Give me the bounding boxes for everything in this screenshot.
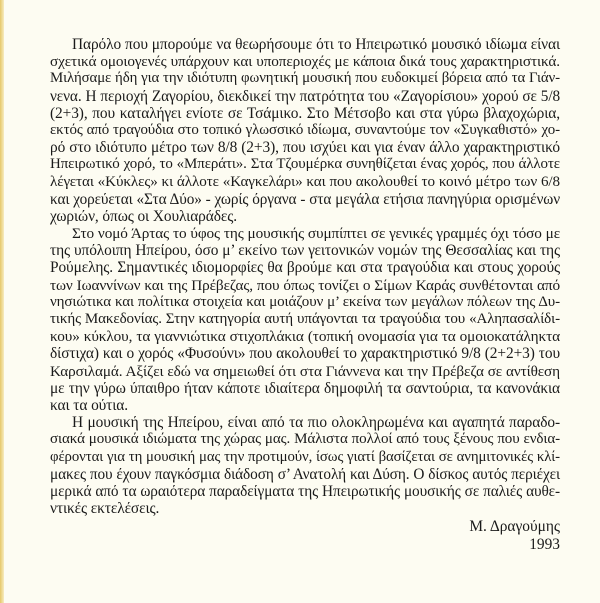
text-line: της υπόλοιπη Ηπείρου, όσο μ’ εκείνο των γειτονικών νομών της Θεσσαλίας και της xyxy=(50,242,560,260)
page-edge xyxy=(0,0,4,603)
text-line: Στο νομό Άρτας το ύφος της μουσικής συμπίπτει σε γενικές γραμμές όχι τόσο με xyxy=(72,225,560,243)
text-line: χωριών, όπως οι Χουλιαράδες. xyxy=(50,207,237,225)
text-line: δίστιχα) και ο χορός «Φυσούνι» που ακολουθεί το χαρακτηριστικό 9/8 (2+2+3) του xyxy=(50,345,560,363)
text-line: Παρόλο που μπορούμε να θεωρήσουμε ότι το Ηπειρωτικό μουσικό ιδίωμα είναι xyxy=(72,36,560,53)
text-line: και χορεύεται «Στα Δύο» - χωρίς όργανα - στα μεγάλα ετήσια πανηγύρια ορισμένων xyxy=(50,190,560,208)
text-line: εκτός από τραγούδια στο τοπικό γλωσσικό ιδίωμα, συναντούμε τον «Συγκαθιστό» χο- xyxy=(50,121,560,138)
signature-year: 1993 xyxy=(529,535,560,553)
paragraph-1 xyxy=(50,36,560,225)
text-line: σιακά μουσικά ιδιώματα της χώρας μας. Μάλιστα πολλοί από τους ξένους που ενδια- xyxy=(50,431,560,448)
author-name: Μ. Δραγούμης xyxy=(469,518,560,535)
text-line: μερικά από τα ωραιότερα παραδείγματα της Ηπειρωτικής μουσικής σε παλιές αυθε- xyxy=(50,482,560,500)
text-line: (2+3), που καταλήγει ενίοτε σε Τσάμικο. Στο Μέτσοβο και στα γύρω βλαχοχώρια, xyxy=(50,104,560,122)
text-line: Ηπειρωτικό χορό, το «Μπεράτι». Στα Τζουμέρκα συνηθίζεται ένας χορός, που άλλοτε xyxy=(50,156,560,173)
text-line: κου» κύκλου, τα γιαννιώτικα στιχοπλάκια (τοπική ονομασία για τα ομοιοκατάληκτα xyxy=(50,328,560,346)
text-line: λέγεται «Κύκλες» κι άλλοτε «Καγκελάρι» και που ακολουθεί το κοινό μέτρο των 6/8 xyxy=(50,173,560,190)
signature xyxy=(469,518,560,553)
text-line: και τα ούτια. xyxy=(50,396,129,414)
text-line: Η μουσική της Ηπείρου, είναι από τα πιο ολοκληρωμένα και αγαπητά παραδο- xyxy=(72,414,560,432)
text-line: νενα. Η περιοχή Ζαγορίου, διεκδικεί την πατρότητα του «Ζαγορίσιου» χορού σε 5/8 xyxy=(50,87,560,105)
text-line: Μιλήσαμε ήδη για την ιδιότυπη φωνητική μουσική που ευδοκιμεί βόρεια από τα Γιάν- xyxy=(50,70,560,87)
text-line: νησιώτικα και πολίτικα στοιχεία και μοιάζουν μ’ εκείνα των μεγάλων πόλεων της Δυ- xyxy=(50,293,560,310)
text-line: φέρονται για τη μουσική μας την προτιμούν, ίσως γιατί βασίζεται σε ανημιτονικές κλί- xyxy=(50,448,560,465)
text-line: με την γύρω ύπαιθρο ήταν κάποτε ιδιαίτερα δημοφιλή τα σαντούρια, τα κανονάκια xyxy=(50,379,560,397)
paragraph-3 xyxy=(50,414,560,517)
text-line: των Ιωαννίνων και της Πρέβεζας, που όπως τονίζει ο Σίμων Καράς συνθέτονται από xyxy=(50,276,560,294)
text-line: ντικές εκτελέσεις. xyxy=(50,500,160,518)
text-line: τικής Μακεδονίας. Στην κατηγορία αυτή υπάγονται τα τραγούδια του «Αληπασαλίδι- xyxy=(50,311,560,327)
paragraph-2 xyxy=(50,225,560,414)
text-line: ρό στο ιδιότυπο μέτρο των 8/8 (2+3), που ισχύει και για έναν άλλο χαρακτηριστικό xyxy=(50,139,560,157)
text-line: σχετικά ομοιογενές υπάρχουν και υποπεριοχές με κάποια δικά τους χαρακτηριστικά. xyxy=(50,53,560,71)
text-line: Ρούμελης. Σημαντικές ιδιομορφίες θα βρούμε και στα τραγούδια και στους χορούς xyxy=(50,259,560,277)
text-line: Καρσιλαμά. Αξίζει εδώ να σημειωθεί ότι στα Γιάννενα και την Πρέβεζα σε αντίθεση xyxy=(50,362,560,380)
document-body xyxy=(50,36,560,517)
text-line: μακες που έχουν παγκόσμια διάδοση σ’ Ανατολή και Δύση. Ο δίσκος αυτός περιέχει xyxy=(50,465,560,483)
